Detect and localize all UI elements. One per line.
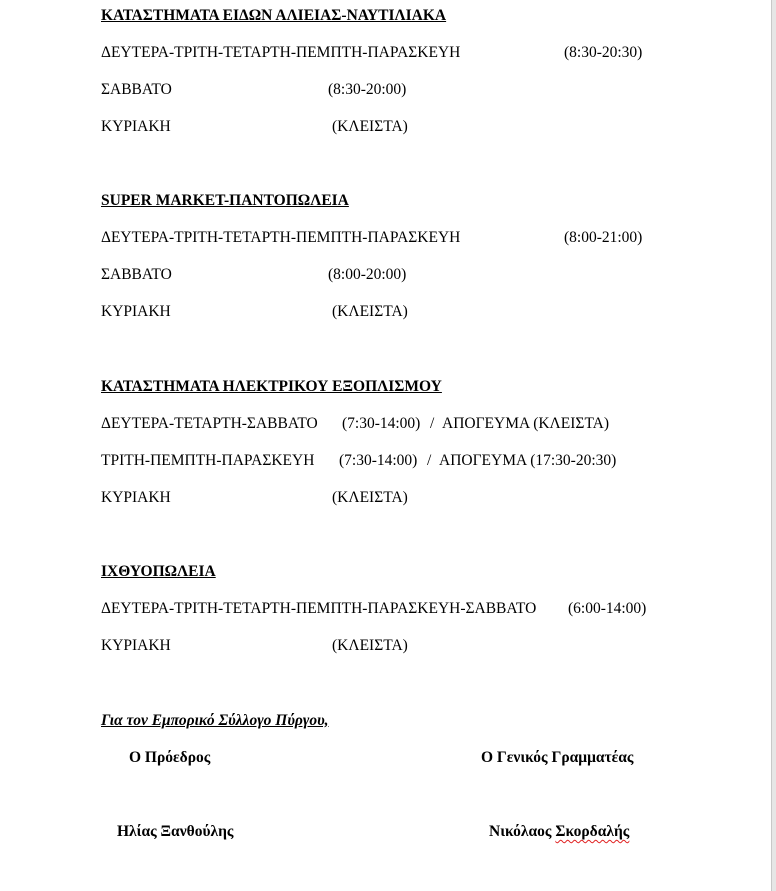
president-name: Ηλίας Ξανθούλης — [117, 823, 234, 840]
row-hours: (8:30-20:00) — [328, 81, 407, 98]
row-label: ΔΕΥΤΕΡΑ-ΤΡΙΤΗ-ΤΕΤΑΡΤΗ-ΠΕΜΠΤΗ-ΠΑΡΑΣΚΕΥΗ — [101, 229, 461, 246]
section-heading-fishmongers: ΙΧΘΥΟΠΩΛΕΙΑ — [101, 563, 216, 580]
row-hours: (8:00-21:00) — [564, 229, 643, 246]
row-afternoon: ΑΠΟΓΕΥΜΑ (ΚΛΕΙΣΤΑ) — [442, 415, 610, 432]
row-label: ΣΑΒΒΑΤΟ — [101, 81, 172, 98]
row-hours: (7:30-14:00) — [339, 452, 418, 469]
section-heading-fishing-shops: ΚΑΤΑΣΤΗΜΑΤΑ ΕΙΔΩΝ ΑΛΙΕΙΑΣ-ΝΑΥΤΙΛΙΑΚΑ — [101, 7, 447, 24]
section-heading-electrical-shops: ΚΑΤΑΣΤΗΜΑΤΑ ΗΛΕΚΤΡΙΚΟΥ ΕΞΟΠΛΙΣΜΟΥ — [101, 378, 442, 395]
row-label: ΚΥΡΙΑΚΗ — [101, 303, 171, 320]
separator: / — [427, 452, 432, 469]
row-label: ΣΑΒΒΑΤΟ — [101, 266, 172, 283]
row-hours: (ΚΛΕΙΣΤΑ) — [332, 118, 408, 135]
row-hours: (ΚΛΕΙΣΤΑ) — [332, 303, 408, 320]
row-afternoon: ΑΠΟΓΕΥΜΑ (17:30-20:30) — [439, 452, 617, 469]
row-hours: (8:30-20:30) — [564, 44, 643, 61]
row-label: ΚΥΡΙΑΚΗ — [101, 637, 171, 654]
secretary-name — [489, 823, 629, 841]
row-hours: (8:00-20:00) — [328, 266, 407, 283]
secretary-title: Ο Γενικός Γραμματέας — [481, 749, 634, 766]
row-label: ΚΥΡΙΑΚΗ — [101, 118, 171, 135]
separator: / — [430, 415, 435, 432]
row-label: ΔΕΥΤΕΡΑ-ΤΡΙΤΗ-ΤΕΤΑΡΤΗ-ΠΕΜΠΤΗ-ΠΑΡΑΣΚΕΥΗ-ΣΑΒΒΑΤΟ — [101, 600, 537, 617]
secretary-surname-misspelled: Σκορδαλής — [555, 823, 630, 840]
row-hours: (7:30-14:00) — [342, 415, 421, 432]
row-hours: (ΚΛΕΙΣΤΑ) — [332, 637, 408, 654]
row-hours: (6:00-14:00) — [568, 600, 647, 617]
row-label: ΚΥΡΙΑΚΗ — [101, 489, 171, 506]
row-label: ΤΡΙΤΗ-ΠΕΜΠΤΗ-ΠΑΡΑΣΚΕΥΗ — [101, 452, 315, 469]
row-label: ΔΕΥΤΕΡΑ-ΤΕΤΑΡΤΗ-ΣΑΒΒΑΤΟ — [101, 415, 318, 432]
row-label: ΔΕΥΤΕΡΑ-ΤΡΙΤΗ-ΤΕΤΑΡΤΗ-ΠΕΜΠΤΗ-ΠΑΡΑΣΚΕΥΗ — [101, 44, 461, 61]
president-title: Ο Πρόεδρος — [129, 749, 211, 766]
section-heading-supermarkets: SUPER MARKET-ΠΑΝΤΟΠΩΛΕΙΑ — [101, 192, 349, 209]
secretary-first-name: Νικόλαος — [489, 823, 552, 840]
row-hours: (ΚΛΕΙΣΤΑ) — [332, 489, 408, 506]
page-edge — [771, 0, 776, 891]
signature-intro: Για τον Εμπορικό Σύλλογο Πύργου, — [101, 712, 329, 729]
